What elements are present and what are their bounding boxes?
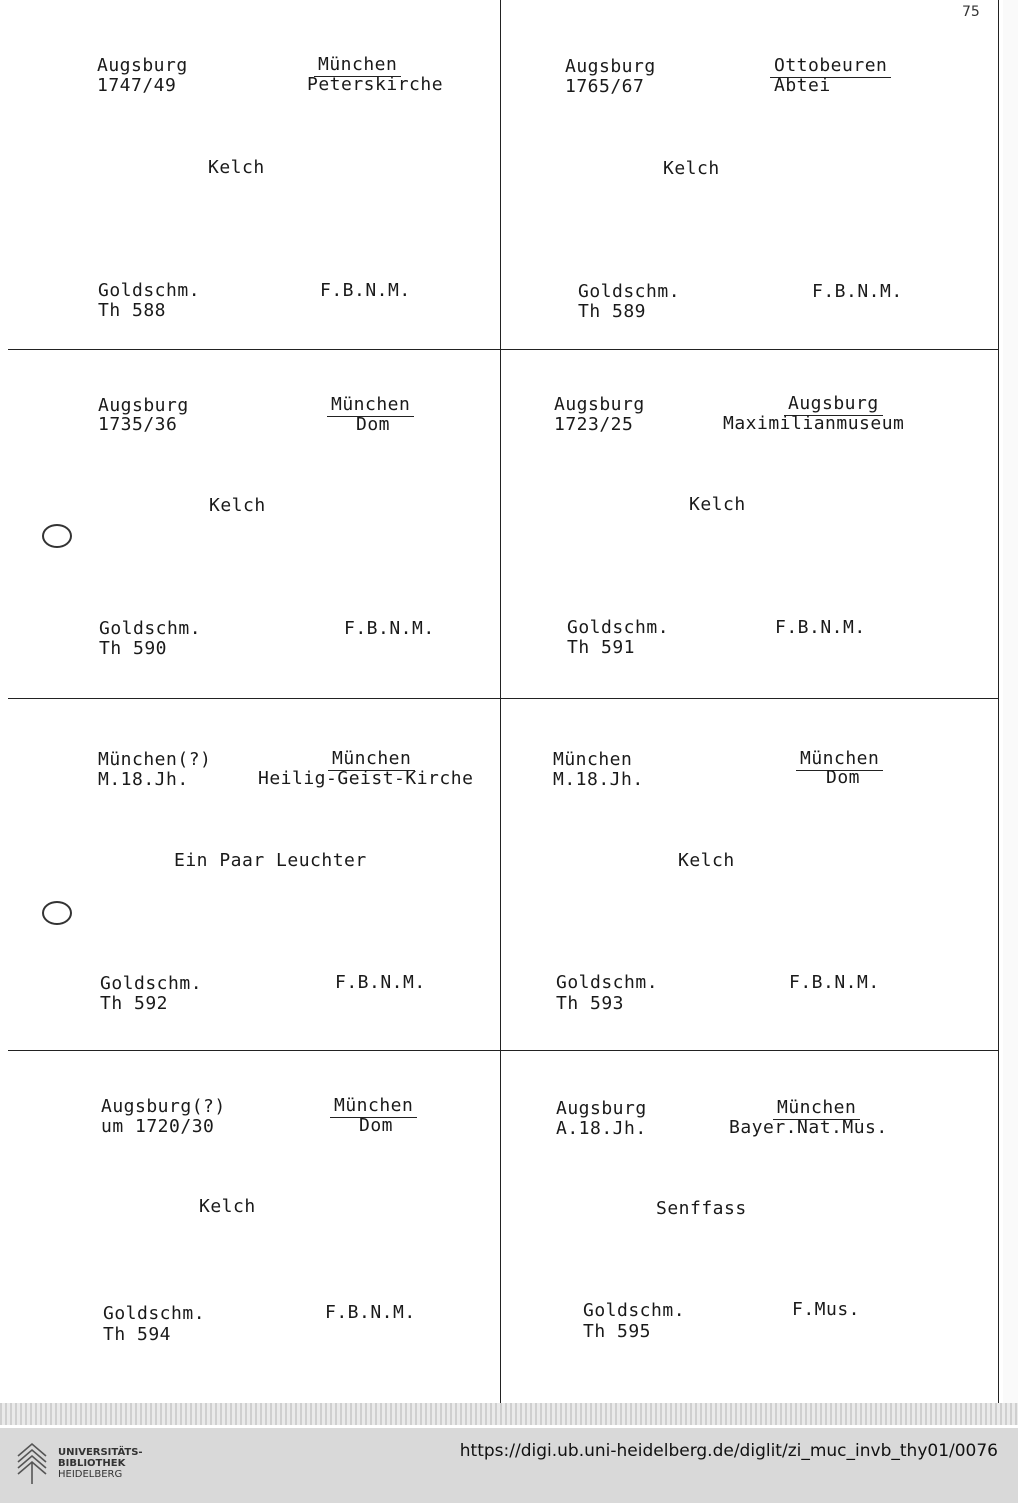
card-date: M.18.Jh. bbox=[98, 769, 189, 790]
card-location-detail: Maximilianmuseum bbox=[723, 413, 905, 434]
card-object: Kelch bbox=[208, 157, 265, 178]
card-place: Augsburg bbox=[565, 56, 656, 77]
card-object: Ein Paar Leuchter bbox=[174, 850, 367, 871]
card-location-detail: Dom bbox=[359, 1115, 394, 1136]
card-object: Kelch bbox=[663, 158, 720, 179]
card-photo-source: F.B.N.M. bbox=[344, 618, 435, 639]
card-inventory-number: Th 588 bbox=[98, 300, 167, 321]
card-divider-row-3 bbox=[8, 1050, 998, 1051]
card-inventory-number: Th 591 bbox=[567, 637, 636, 658]
card-place: Augsburg bbox=[556, 1098, 647, 1119]
card-place: Augsburg bbox=[97, 55, 188, 76]
card-location: München bbox=[796, 749, 883, 771]
scan-margin bbox=[1003, 0, 1018, 1403]
library-name-line: BIBLIOTHEK bbox=[58, 1458, 126, 1469]
permalink[interactable]: https://digi.ub.uni-heidelberg.de/diglit/zi_muc_invb_thy01/0076 bbox=[459, 1441, 998, 1461]
card-date: 1765/67 bbox=[565, 76, 645, 97]
card-location: München bbox=[327, 395, 414, 417]
card-photo-source: F.B.N.M. bbox=[320, 280, 411, 301]
page-marker: 75 bbox=[962, 4, 980, 20]
card-object: Kelch bbox=[199, 1196, 256, 1217]
card-date: A.18.Jh. bbox=[556, 1118, 647, 1139]
card-location: München bbox=[314, 55, 401, 77]
library-name-line: UNIVERSITÄTS- bbox=[58, 1447, 143, 1458]
card-date: M.18.Jh. bbox=[553, 769, 644, 790]
card-object: Senffass bbox=[656, 1198, 747, 1219]
viewer-footer bbox=[0, 1428, 1018, 1503]
card-date: 1735/36 bbox=[98, 414, 178, 435]
card-location-detail: Dom bbox=[356, 414, 391, 435]
card-inventory-number: Th 594 bbox=[103, 1324, 172, 1345]
card-location-detail: Dom bbox=[826, 767, 861, 788]
card-location: München bbox=[773, 1098, 860, 1120]
card-place: Augsburg(?) bbox=[101, 1096, 226, 1117]
card-place: Augsburg bbox=[554, 394, 645, 415]
card-inventory-number: Th 590 bbox=[99, 638, 168, 659]
sheet-right-edge bbox=[998, 0, 999, 1403]
card-location: Augsburg bbox=[784, 394, 883, 416]
card-inventory-number: Th 595 bbox=[583, 1321, 652, 1342]
card-inventory-number: Th 593 bbox=[556, 993, 625, 1014]
card-location-detail: Abtei bbox=[774, 75, 831, 96]
card-object: Kelch bbox=[209, 495, 266, 516]
card-divider-vertical bbox=[500, 0, 501, 1403]
card-category: Goldschm. bbox=[99, 618, 202, 639]
card-inventory-number: Th 589 bbox=[578, 301, 647, 322]
card-place: Augsburg bbox=[98, 395, 189, 416]
card-photo-source: F.B.N.M. bbox=[325, 1302, 416, 1323]
card-photo-source: F.Mus. bbox=[792, 1299, 861, 1320]
card-photo-source: F.B.N.M. bbox=[812, 281, 903, 302]
card-location: München bbox=[328, 749, 415, 771]
card-category: Goldschm. bbox=[98, 280, 201, 301]
card-category: Goldschm. bbox=[100, 973, 203, 994]
library-name bbox=[58, 1447, 143, 1480]
card-object: Kelch bbox=[678, 850, 735, 871]
card-category: Goldschm. bbox=[567, 617, 670, 638]
card-photo-source: F.B.N.M. bbox=[789, 972, 880, 993]
scan-ruler-strip bbox=[0, 1403, 1018, 1425]
card-category: Goldschm. bbox=[583, 1300, 686, 1321]
card-location: München bbox=[330, 1096, 417, 1118]
card-divider-row-1 bbox=[8, 349, 998, 350]
card-object: Kelch bbox=[689, 494, 746, 515]
card-location-detail: Peterskirche bbox=[307, 74, 444, 95]
library-name-line: HEIDELBERG bbox=[58, 1469, 123, 1480]
card-place: München bbox=[553, 749, 633, 770]
card-category: Goldschm. bbox=[556, 972, 659, 993]
card-category: Goldschm. bbox=[578, 281, 681, 302]
card-date: 1747/49 bbox=[97, 75, 177, 96]
library-logo-icon bbox=[14, 1440, 50, 1486]
card-location-detail: Heilig-Geist-Kirche bbox=[258, 768, 474, 789]
punch-hole bbox=[42, 901, 72, 925]
card-inventory-number: Th 592 bbox=[100, 993, 169, 1014]
punch-hole bbox=[42, 524, 72, 548]
card-photo-source: F.B.N.M. bbox=[775, 617, 866, 638]
card-divider-row-2 bbox=[8, 698, 998, 699]
card-date: um 1720/30 bbox=[101, 1116, 215, 1137]
card-place: München(?) bbox=[98, 749, 212, 770]
card-date: 1723/25 bbox=[554, 414, 634, 435]
card-location: Ottobeuren bbox=[770, 56, 891, 78]
card-photo-source: F.B.N.M. bbox=[335, 972, 426, 993]
card-location-detail: Bayer.Nat.Mus. bbox=[729, 1117, 888, 1138]
card-category: Goldschm. bbox=[103, 1303, 206, 1324]
